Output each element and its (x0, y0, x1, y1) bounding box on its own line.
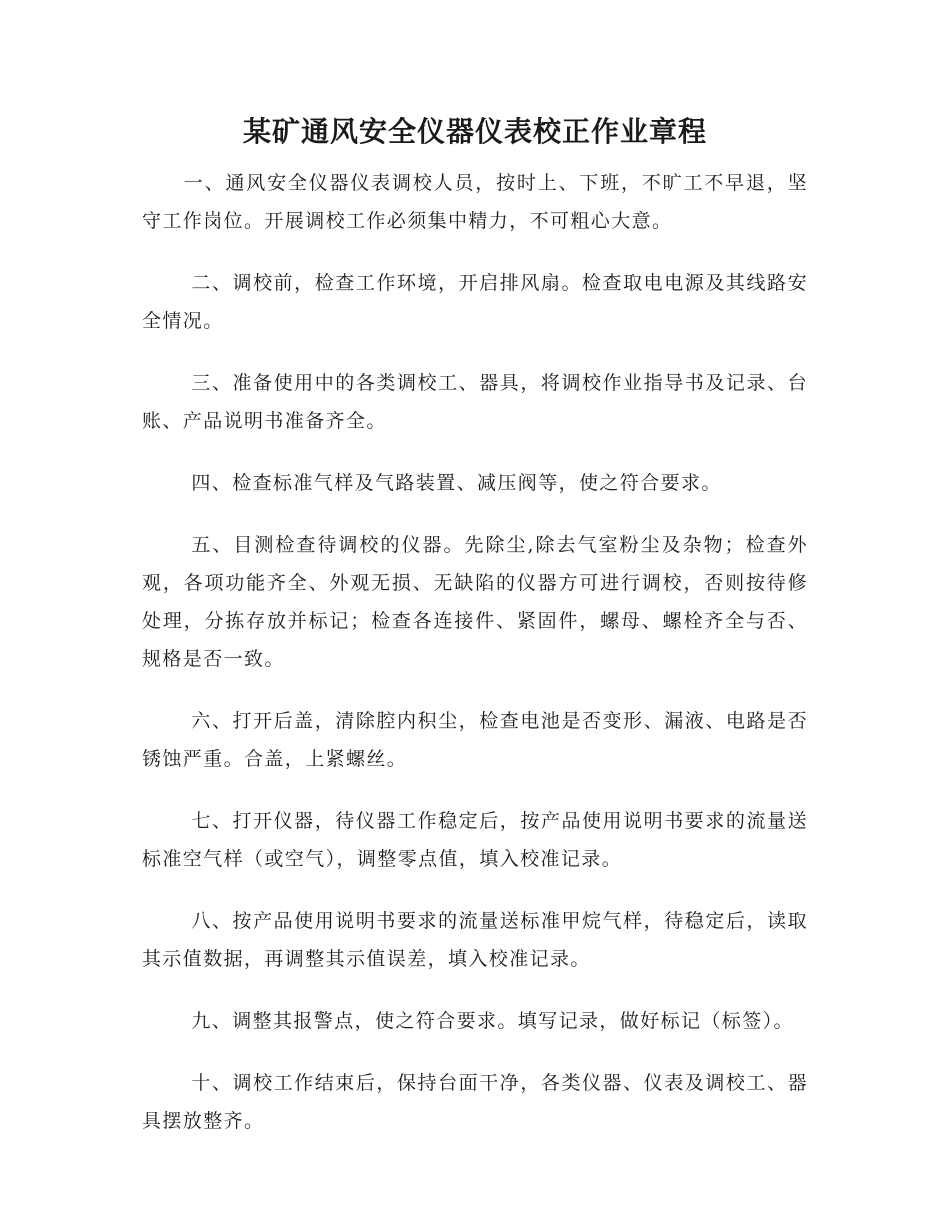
document-body (142, 164, 808, 1164)
paragraph-6: 六、打开后盖，清除腔内积尘，检查电池是否变形、漏液、电路是否锈蚀严重。合盖，上紧螺丝。 (142, 710, 808, 770)
paragraph-7: 七、打开仪器，待仪器工作稳定后，按产品使用说明书要求的流量送标准空气样（或空气），调整零点值，填入校准记录。 (142, 810, 808, 870)
paragraph-10: 十、调校工作结束后，保持台面干净，各类仪器、仪表及调校工、器具摆放整齐。 (142, 1072, 808, 1132)
paragraph-9: 九、调整其报警点，使之符合要求。填写记录，做好标记（标签）。 (191, 1010, 794, 1032)
paragraph-4: 四、检查标准气样及气路装置、减压阀等，使之符合要求。 (191, 472, 722, 494)
paragraph-1: 一、通风安全仪器仪表调校人员，按时上、下班，不旷工不早退，坚守工作岗位。开展调校工作必须集中精力，不可粗心大意。 (142, 172, 808, 232)
document-title: 某矿通风安全仪器仪表校正作业章程 (242, 115, 707, 148)
paragraph-5: 五、目测检查待调校的仪器。先除尘,除去气室粉尘及杂物；检查外观，各项功能齐全、外观无损、无缺陷的仪器方可进行调校，否则按待修处理，分拣存放并标记；检查各连接件、紧固件，螺母、螺栓齐全与否、规格是否一致。 (142, 534, 808, 670)
paragraph-2: 二、调校前，检查工作环境，开启排风扇。检查取电电源及其线路安全情况。 (142, 272, 808, 332)
paragraph-3: 三、准备使用中的各类调校工、器具，将调校作业指导书及记录、台账、产品说明书准备齐全。 (142, 372, 808, 432)
paragraph-8: 八、按产品使用说明书要求的流量送标准甲烷气样，待稳定后，读取其示值数据，再调整其示值误差，填入校准记录。 (142, 910, 808, 970)
